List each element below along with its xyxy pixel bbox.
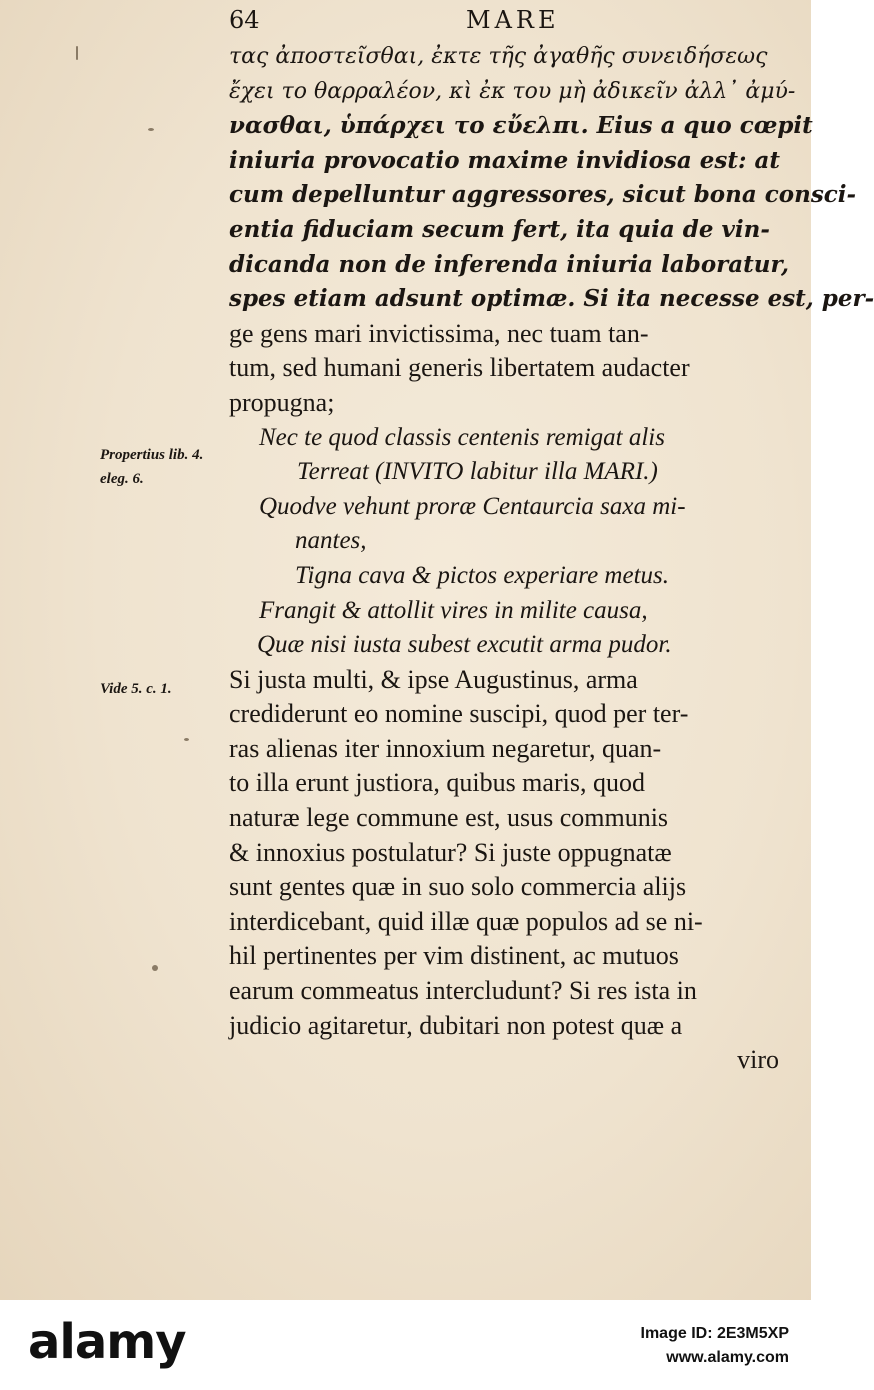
verse-line: Frangit & attollit vires in milite causa, — [259, 596, 648, 624]
text-line: dicanda non de inferenda iniuria laboratur, — [229, 250, 789, 278]
text-line: & innoxius postulatur? Si juste oppugnatæ — [229, 837, 672, 867]
verse-line: nantes, — [295, 527, 367, 555]
text-line: earum commeatus intercludunt? Si res ista in — [229, 976, 697, 1006]
margin-note-propertius: Propertius lib. 4. eleg. 6. — [100, 447, 204, 487]
running-head: MARE — [466, 6, 560, 34]
text-line: to illa erunt justiora, quibus maris, quod — [229, 768, 645, 798]
catchword: viro — [737, 1045, 779, 1075]
site-url-text: www.alamy.com — [666, 1349, 789, 1366]
text-line: νασθαι, ὑπάρχει το εὔελπι. Eius a quo cœpit — [229, 112, 813, 140]
image-id-text: Image ID: 2E3M5XP — [640, 1325, 789, 1342]
text-line: ge gens mari invictissima, nec tuam tan- — [229, 318, 649, 348]
ink-speck — [76, 46, 78, 60]
text-line: cum depelluntur aggressores, sicut bona consci- — [229, 181, 857, 209]
text-line: entia fiduciam secum fert, ita quia de vin- — [229, 215, 770, 243]
text-line: propugna; — [229, 387, 335, 417]
text-line: τας ἀποστεῖσθαι, ἐκτε τῆς ἀγαθῆς συνειδήσεως — [229, 44, 768, 69]
text-line: ras alienas iter innoxium negaretur, quan- — [229, 733, 662, 763]
text-line: tum, sed humani generis libertatem audacter — [229, 353, 690, 383]
text-block — [229, 40, 874, 1078]
margin-note-vide: Vide 5. c. 1. — [100, 681, 172, 697]
text-line: iniuria provocatio maxime invidiosa est: at — [229, 146, 781, 174]
ink-speck — [152, 965, 158, 971]
verse-line: Terreat (INVITO labitur illa MARI.) — [297, 458, 658, 486]
watermark-id — [641, 1322, 790, 1370]
text-line: interdicebant, quid illæ quæ populos ad se ni- — [229, 906, 703, 936]
page-header — [0, 4, 811, 38]
verse-line: Nec te quod classis centenis remigat alis — [259, 423, 665, 451]
text-line: ἔχει το θαρραλέον, κὶ ἐκ του μὴ ἀδικεῖν ἀλλ᾽ ἀμύ- — [229, 78, 796, 104]
text-line: spes etiam adsunt optimæ. Si ita necesse est, per- — [229, 285, 874, 313]
ink-speck — [184, 738, 189, 741]
text-line: sunt gentes quæ in suo solo commercia alijs — [229, 872, 687, 902]
text-line: naturæ lege commune est, usus communis — [229, 803, 669, 833]
verse-line: Quodve vehunt proræ Centaurcia saxa mi- — [259, 492, 686, 520]
text-line: crediderunt eo nomine suscipi, quod per ter- — [229, 699, 689, 729]
verse-line: Tigna cava & pictos experiare metus. — [295, 561, 670, 589]
text-line: judicio agitaretur, dubitari non potest quæ a — [229, 1010, 683, 1040]
watermark-bar — [0, 1300, 811, 1390]
page-number: 64 — [229, 6, 260, 34]
watermark-logo: alamy — [28, 1314, 186, 1370]
ink-speck — [148, 128, 154, 131]
verse-line: Quæ nisi iusta subest excutit arma pudor. — [257, 631, 672, 659]
text-line: Si justa multi, & ipse Augustinus, arma — [229, 664, 638, 694]
text-line: hil pertinentes per vim distinent, ac mutuos — [229, 941, 679, 971]
